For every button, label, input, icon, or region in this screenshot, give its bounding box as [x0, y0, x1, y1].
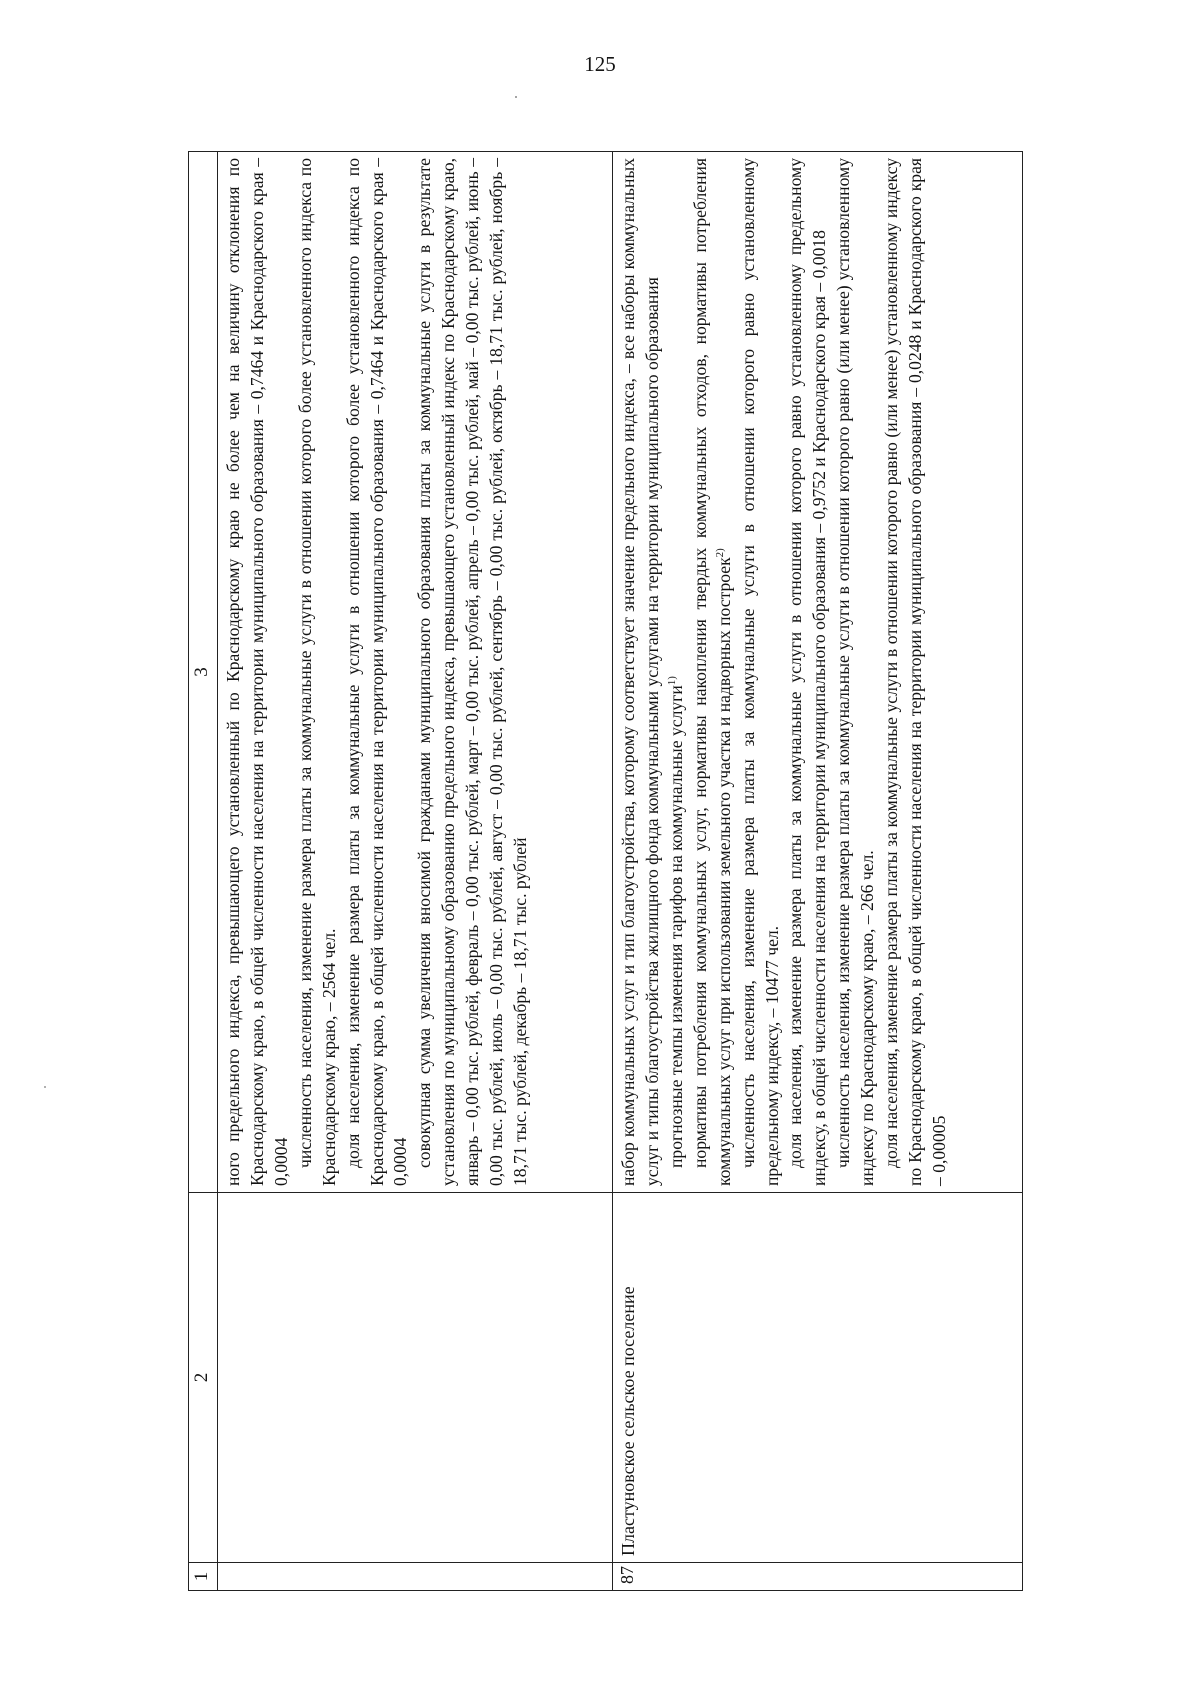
cell-number [218, 1563, 613, 1591]
paragraph [689, 158, 737, 1186]
indices-table [188, 151, 1023, 1591]
paragraph: ного предельного индекса, превышающего установленный по Краснодарскому краю не более чем на величину отклонения по Краснодарскому краю, в общей численности населения на территории муниципального образования – 0,7464 и Краснодарского края – 0,0004 [223, 158, 291, 1186]
cell-number: 87 [613, 1563, 1023, 1591]
header-col-2: 2 [189, 1193, 218, 1563]
header-col-1: 1 [189, 1563, 218, 1591]
cell-settlement: Пластуновское сельское поселение [613, 1193, 1023, 1563]
paragraph: набор коммунальных услуг и тип благоустройства, которому соответствует значение предельного индекса, – все наборы коммунальных услуг и типы благоустройства жилищного фонда коммунальными услугами на территории муниципального образования [618, 158, 662, 1186]
cell-description [613, 152, 1023, 1193]
table-header-row [189, 152, 218, 1591]
cell-settlement [218, 1193, 613, 1563]
paragraph: доля населения, изменение размера платы за коммунальные услуги в отношении которого равно установленному предельному индексу, в общей численности населения на территории муниципального образования – 0,9752 и Краснодарского края – 0,0018 [785, 158, 830, 1186]
paragraph: численность населения, изменение размера платы за коммунальные услуги в отношении которого равно (или менее) установленному индексу по Краснодарскому краю, – 266 чел. [833, 158, 878, 1186]
paragraph: доля населения, изменение размера платы за коммунальные услуги в отношении которого более установленного индекса по Краснодарскому краю, в общей численности населения на территории муниципального образования – 0,7464 и Краснодарского края – 0,0004 [342, 158, 411, 1186]
footnote-mark: 1) [665, 676, 678, 686]
paragraph-text: нормативы потребления коммунальных услуг, нормативы накопления твердых коммунальных отходов, нормативы потребления коммунальных услуг при использовании земельного участка и надворных построек [689, 158, 734, 1186]
header-col-3: 3 [189, 152, 218, 1193]
paragraph-text: прогнозные темпы изменения тарифов на коммунальные услуги [665, 685, 686, 1168]
paragraph: численность населения, изменение размера платы за коммунальные услуги в отношении которого равно установленному предельному индексу, – 10477 чел. [737, 158, 782, 1186]
page-number: 125 [584, 52, 616, 76]
paragraph: численность населения, изменение размера платы за коммунальные услуги в отношении которого более установленного индекса по Краснодарскому краю, – 2564 чел. [294, 158, 339, 1186]
scan-speck [515, 96, 517, 98]
cell-description [218, 152, 613, 1193]
footnote-mark: 2) [713, 548, 726, 558]
table-row-87 [613, 152, 1023, 1591]
paragraph: доля населения, изменение размера платы за коммунальные услуги в отношении которого равно (или менее) установленному индексу по Краснодарскому краю, в общей численности населения на территории муниципального образования – 0,0248 и Краснодарского края – 0,00005 [881, 158, 949, 1186]
rotated-table-container [188, 151, 1023, 1591]
scan-speck [44, 1086, 46, 1088]
paragraph: совокупная сумма увеличения вносимой гражданами муниципального образования платы за коммунальные услуги в результате установления по муниципальному образованию предельного индекса, превышающего установленный индекс по Краснодарскому краю, январь – 0,00 тыс. рублей, февраль – 0,00 тыс. рублей, март – 0,00 тыс. рублей, апрель – 0,00 тыс. рублей, май – 0,00 тыс. рублей, июнь – 0,00 тыс. рублей, июль – 0,00 тыс. рублей, август – 0,00 тыс. рублей, сентябрь – 0,00 тыс. рублей, октябрь – 18,71 тыс. рублей, ноябрь – 18,71 тыс. рублей, декабрь – 18,71 тыс. рублей [414, 158, 531, 1186]
table-row-continuation [218, 152, 613, 1591]
paragraph [665, 158, 689, 1186]
